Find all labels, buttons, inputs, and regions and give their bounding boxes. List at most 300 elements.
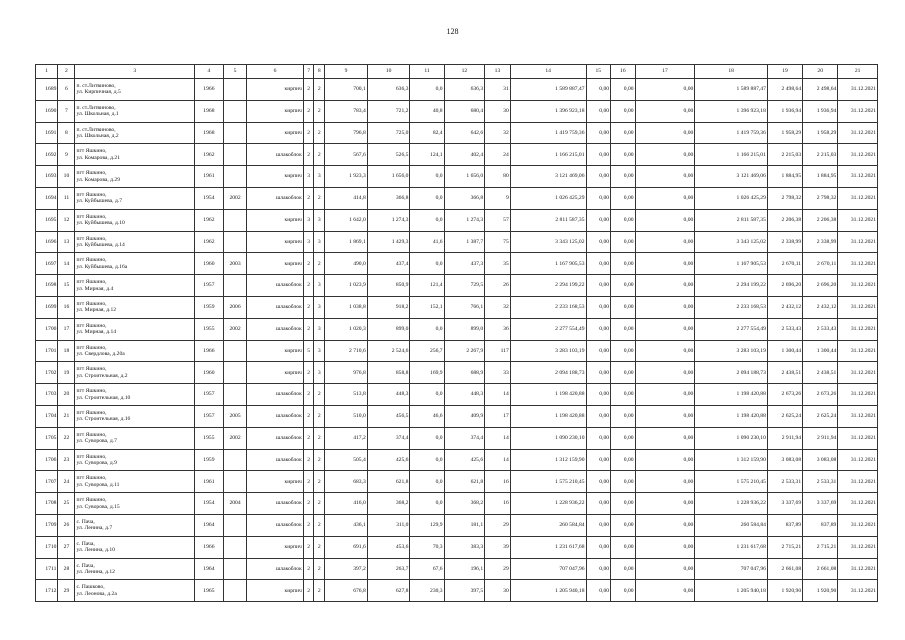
address-line: пгт Яшкино,	[76, 170, 107, 177]
cell-col-18: 260 584,84	[695, 514, 768, 536]
cell-col-13: 30	[485, 580, 511, 602]
table-row	[36, 296, 878, 318]
cell-col-20: 2 533,43	[803, 318, 838, 340]
cell-col-14: 1 166 215,01	[510, 144, 586, 166]
cell-address	[75, 144, 195, 166]
cell-col-15: 0,00	[586, 253, 611, 275]
cell-col-5	[223, 166, 246, 188]
cell-col-10: 621,8	[367, 471, 410, 493]
cell-col-5	[223, 536, 246, 558]
cell-col-9: 505,4	[325, 449, 368, 471]
cell-col-20: 1 884,95	[803, 166, 838, 188]
cell-col-20: 2 432,12	[803, 296, 838, 318]
cell-col-2: 9	[58, 144, 75, 166]
address-line: ул. Строительная, д.10	[76, 394, 131, 401]
cell-col-10: 899,0	[367, 318, 410, 340]
address-line: ул. Кирпичная, д.5	[76, 89, 121, 96]
table-row	[36, 166, 878, 188]
cell-col-7: 2	[303, 449, 314, 471]
cell-col-5	[223, 275, 246, 297]
cell-col-2: 12	[58, 209, 75, 231]
cell-address	[75, 275, 195, 297]
cell-col-4: 1965	[194, 580, 223, 602]
cell-col-19: 1 884,95	[767, 166, 802, 188]
table-row	[36, 253, 878, 275]
cell-col-16: 0,00	[611, 405, 636, 427]
cell-col-2: 13	[58, 231, 75, 253]
cell-col-6: шлакоблок	[247, 514, 304, 536]
cell-col-2: 26	[58, 514, 75, 536]
column-header: 16	[611, 65, 636, 79]
cell-col-16: 0,00	[611, 514, 636, 536]
cell-address	[75, 514, 195, 536]
cell-col-8: 2	[314, 449, 325, 471]
cell-col-8: 3	[314, 209, 325, 231]
cell-col-16: 0,00	[611, 166, 636, 188]
cell-address	[75, 471, 195, 493]
cell-col-13: 57	[485, 209, 511, 231]
table-row	[36, 580, 878, 602]
address-line: ул. Куйбышева, д.10	[76, 220, 125, 227]
address-line: п. ст.Литвиново,	[76, 82, 116, 89]
cell-col-8: 2	[314, 536, 325, 558]
cell-col-13: 14	[485, 384, 511, 406]
cell-col-6: кирпич	[247, 79, 304, 101]
cell-col-12: 1 387,7	[444, 231, 485, 253]
cell-col-1: 1712	[36, 580, 58, 602]
cell-col-13: 16	[485, 493, 511, 515]
cell-col-20: 2 625,24	[803, 405, 838, 427]
address-line: пгт Яшкино,	[76, 279, 107, 286]
cell-col-2: 28	[58, 558, 75, 580]
address-line: пгт Яшкино,	[76, 257, 107, 264]
cell-col-7: 3	[303, 209, 314, 231]
cell-col-20: 1 300,44	[803, 340, 838, 362]
cell-col-6: кирпич	[247, 166, 304, 188]
cell-col-10: 1 429,3	[367, 231, 410, 253]
cell-col-18: 1 205 940,18	[695, 580, 768, 602]
table-row	[36, 449, 878, 471]
cell-col-1: 1690	[36, 100, 58, 122]
cell-col-11: 67,6	[410, 558, 444, 580]
cell-col-9: 976,8	[325, 362, 368, 384]
cell-col-14: 1 205 940,18	[510, 580, 586, 602]
cell-col-20: 2 206,38	[803, 209, 838, 231]
address-line: ул. Ленина, д.10	[76, 547, 115, 554]
cell-col-16: 0,00	[611, 362, 636, 384]
cell-col-15: 0,00	[586, 580, 611, 602]
cell-col-6: шлакоблок	[247, 493, 304, 515]
cell-col-21: 31.12.2021	[838, 231, 878, 253]
cell-col-15: 0,00	[586, 471, 611, 493]
cell-col-12: 642,6	[444, 122, 485, 144]
cell-col-12: 1 274,3	[444, 209, 485, 231]
cell-col-11: 0,0	[410, 493, 444, 515]
cell-col-20: 3 337,69	[803, 493, 838, 515]
cell-col-13: 17	[485, 405, 511, 427]
cell-col-8: 2	[314, 405, 325, 427]
cell-col-16: 0,00	[611, 253, 636, 275]
cell-col-5	[223, 384, 246, 406]
cell-col-8: 2	[314, 100, 325, 122]
cell-col-7: 2	[303, 493, 314, 515]
cell-col-7: 2	[303, 405, 314, 427]
cell-col-11: 0,0	[410, 471, 444, 493]
cell-col-19: 3 337,69	[767, 493, 802, 515]
cell-col-20: 2 670,11	[803, 253, 838, 275]
cell-col-2: 19	[58, 362, 75, 384]
cell-col-9: 436,1	[325, 514, 368, 536]
cell-col-7: 2	[303, 253, 314, 275]
cell-col-13: 39	[485, 536, 511, 558]
cell-col-6: шлакоблок	[247, 275, 304, 297]
cell-col-10: 2 524,6	[367, 340, 410, 362]
table-row	[36, 405, 878, 427]
cell-col-16: 0,00	[611, 318, 636, 340]
cell-col-20: 2 215,03	[803, 144, 838, 166]
cell-col-10: 456,5	[367, 405, 410, 427]
cell-col-21: 31.12.2021	[838, 296, 878, 318]
address-line: ул. Школьная, д.1	[76, 111, 119, 118]
address-line: ул. Куйбышева, д.16а	[76, 263, 128, 270]
cell-col-9: 796,8	[325, 122, 368, 144]
cell-col-4: 1954	[194, 187, 223, 209]
cell-col-13: 117	[485, 340, 511, 362]
cell-col-15: 0,00	[586, 209, 611, 231]
cell-col-1: 1699	[36, 296, 58, 318]
cell-col-12: 680,4	[444, 100, 485, 122]
table-row	[36, 427, 878, 449]
cell-col-11: 152,1	[410, 296, 444, 318]
cell-col-7: 3	[303, 231, 314, 253]
cell-col-10: 858,8	[367, 362, 410, 384]
page-number: 128	[446, 27, 459, 36]
cell-col-9: 700,1	[325, 79, 368, 101]
cell-address	[75, 580, 195, 602]
cell-col-2: 23	[58, 449, 75, 471]
cell-col-11: 40,8	[410, 100, 444, 122]
column-header: 19	[767, 65, 802, 79]
cell-address	[75, 166, 195, 188]
cell-col-21: 31.12.2021	[838, 79, 878, 101]
cell-col-5: 2005	[223, 405, 246, 427]
cell-col-4: 1962	[194, 209, 223, 231]
cell-col-5: 2004	[223, 493, 246, 515]
cell-col-11: 0,0	[410, 449, 444, 471]
cell-col-2: 11	[58, 187, 75, 209]
table-row	[36, 514, 878, 536]
cell-col-12: 181,1	[444, 514, 485, 536]
address-line: п. ст.Литвиново,	[76, 104, 116, 111]
column-number-row	[36, 65, 878, 79]
cell-col-8: 2	[314, 514, 325, 536]
address-line: ул. Суворова, д.11	[76, 481, 120, 488]
cell-col-6: шлакоблок	[247, 384, 304, 406]
cell-col-21: 31.12.2021	[838, 514, 878, 536]
cell-col-10: 366,8	[367, 187, 410, 209]
cell-col-16: 0,00	[611, 558, 636, 580]
cell-col-21: 31.12.2021	[838, 384, 878, 406]
cell-col-11: 82,4	[410, 122, 444, 144]
cell-col-9: 2 710,6	[325, 340, 368, 362]
cell-col-8: 3	[314, 362, 325, 384]
cell-col-17: 0,00	[635, 209, 695, 231]
cell-col-10: 636,3	[367, 79, 410, 101]
cell-address	[75, 209, 195, 231]
cell-col-20: 2 338,99	[803, 231, 838, 253]
cell-col-19: 2 696,20	[767, 275, 802, 297]
cell-col-8: 2	[314, 187, 325, 209]
cell-col-6: кирпич	[247, 536, 304, 558]
cell-col-10: 1 274,3	[367, 209, 410, 231]
cell-col-11: 230,3	[410, 580, 444, 602]
cell-col-20: 2 438,51	[803, 362, 838, 384]
cell-col-21: 31.12.2021	[838, 536, 878, 558]
cell-col-19: 2 715,21	[767, 536, 802, 558]
cell-col-18: 2 233 168,53	[695, 296, 768, 318]
address-line: ул. Строительная, д.2	[76, 372, 128, 379]
cell-col-13: 80	[485, 166, 511, 188]
cell-col-11: 41,6	[410, 231, 444, 253]
cell-col-11: 0,0	[410, 253, 444, 275]
column-header: 2	[58, 65, 75, 79]
cell-col-21: 31.12.2021	[838, 362, 878, 384]
cell-col-20: 2 911,94	[803, 427, 838, 449]
cell-col-7: 2	[303, 122, 314, 144]
cell-col-18: 2 811 587,35	[695, 209, 768, 231]
cell-col-14: 1 396 923,18	[510, 100, 586, 122]
cell-col-8: 2	[314, 580, 325, 602]
cell-col-1: 1702	[36, 362, 58, 384]
cell-col-5: 2002	[223, 427, 246, 449]
cell-col-1: 1701	[36, 340, 58, 362]
cell-col-5: 2002	[223, 318, 246, 340]
cell-col-14: 1 231 617,68	[510, 536, 586, 558]
cell-col-4: 1957	[194, 275, 223, 297]
cell-col-15: 0,00	[586, 318, 611, 340]
cell-col-8: 3	[314, 231, 325, 253]
cell-col-21: 31.12.2021	[838, 166, 878, 188]
cell-col-17: 0,00	[635, 449, 695, 471]
cell-col-19: 2 798,32	[767, 187, 802, 209]
cell-col-14: 2 294 199,22	[510, 275, 586, 297]
cell-col-12: 196,1	[444, 558, 485, 580]
cell-col-9: 1 869,1	[325, 231, 368, 253]
cell-col-20: 2 661,08	[803, 558, 838, 580]
cell-col-20: 3 083,08	[803, 449, 838, 471]
cell-col-19: 2 206,38	[767, 209, 802, 231]
column-header: 1	[36, 65, 58, 79]
cell-col-15: 0,00	[586, 405, 611, 427]
cell-col-8: 2	[314, 122, 325, 144]
cell-col-20: 1 920,90	[803, 580, 838, 602]
cell-col-12: 374,4	[444, 427, 485, 449]
cell-col-20: 1 958,29	[803, 122, 838, 144]
cell-col-1: 1705	[36, 427, 58, 449]
cell-col-7: 2	[303, 144, 314, 166]
cell-col-6: кирпич	[247, 580, 304, 602]
cell-col-9: 1 038,8	[325, 296, 368, 318]
cell-address	[75, 122, 195, 144]
cell-col-7: 2	[303, 514, 314, 536]
cell-col-17: 0,00	[635, 79, 695, 101]
cell-col-8: 2	[314, 558, 325, 580]
cell-col-10: 368,2	[367, 493, 410, 515]
cell-col-14: 2 094 188,73	[510, 362, 586, 384]
cell-address	[75, 318, 195, 340]
cell-col-8: 2	[314, 253, 325, 275]
cell-col-20: 2 673,26	[803, 384, 838, 406]
cell-col-1: 1710	[36, 536, 58, 558]
column-header: 21	[838, 65, 878, 79]
cell-col-15: 0,00	[586, 79, 611, 101]
cell-col-6: кирпич	[247, 100, 304, 122]
cell-col-7: 2	[303, 580, 314, 602]
cell-col-13: 26	[485, 275, 511, 297]
cell-col-19: 1 958,29	[767, 122, 802, 144]
cell-col-15: 0,00	[586, 536, 611, 558]
cell-col-16: 0,00	[611, 144, 636, 166]
cell-col-15: 0,00	[586, 166, 611, 188]
cell-col-2: 14	[58, 253, 75, 275]
cell-col-8: 2	[314, 427, 325, 449]
cell-col-5	[223, 471, 246, 493]
cell-col-15: 0,00	[586, 144, 611, 166]
cell-col-11: 0,0	[410, 384, 444, 406]
cell-col-19: 1 300,44	[767, 340, 802, 362]
cell-col-5	[223, 558, 246, 580]
cell-col-6: шлакоблок	[247, 187, 304, 209]
cell-col-10: 425,6	[367, 449, 410, 471]
table-row	[36, 209, 878, 231]
cell-address	[75, 296, 195, 318]
column-header: 10	[367, 65, 410, 79]
cell-address	[75, 558, 195, 580]
cell-col-18: 1 312 159,90	[695, 449, 768, 471]
cell-col-12: 448,3	[444, 384, 485, 406]
cell-col-13: 32	[485, 122, 511, 144]
cell-col-12: 1 656,0	[444, 166, 485, 188]
cell-col-21: 31.12.2021	[838, 471, 878, 493]
cell-col-9: 1 923,3	[325, 166, 368, 188]
cell-col-19: 837,89	[767, 514, 802, 536]
cell-col-4: 1955	[194, 318, 223, 340]
cell-col-11: 0,0	[410, 166, 444, 188]
cell-col-18: 1 090 230,10	[695, 427, 768, 449]
cell-col-9: 1 642,0	[325, 209, 368, 231]
cell-col-19: 2 625,24	[767, 405, 802, 427]
cell-col-14: 1 419 759,36	[510, 122, 586, 144]
cell-col-4: 1955	[194, 427, 223, 449]
cell-col-21: 31.12.2021	[838, 449, 878, 471]
cell-col-1: 1692	[36, 144, 58, 166]
cell-col-8: 3	[314, 318, 325, 340]
cell-address	[75, 449, 195, 471]
cell-col-14: 3 283 103,19	[510, 340, 586, 362]
cell-col-13: 32	[485, 296, 511, 318]
cell-col-15: 0,00	[586, 514, 611, 536]
column-header: 8	[314, 65, 325, 79]
cell-col-1: 1698	[36, 275, 58, 297]
address-line: ул. Ленина, д.7	[76, 525, 113, 532]
cell-col-17: 0,00	[635, 166, 695, 188]
column-header: 7	[303, 65, 314, 79]
cell-col-6: шлакоблок	[247, 449, 304, 471]
cell-col-18: 1 167 905,53	[695, 253, 768, 275]
cell-col-21: 31.12.2021	[838, 144, 878, 166]
address-line: ул. Свердлова, д.20а	[76, 350, 125, 357]
cell-address	[75, 384, 195, 406]
cell-col-1: 1696	[36, 231, 58, 253]
cell-col-21: 31.12.2021	[838, 253, 878, 275]
cell-col-1: 1691	[36, 122, 58, 144]
cell-col-4: 1964	[194, 514, 223, 536]
cell-col-5	[223, 231, 246, 253]
cell-col-5	[223, 122, 246, 144]
cell-col-21: 31.12.2021	[838, 122, 878, 144]
cell-col-17: 0,00	[635, 580, 695, 602]
cell-col-10: 725,0	[367, 122, 410, 144]
cell-col-6: кирпич	[247, 231, 304, 253]
cell-col-11: 46,6	[410, 405, 444, 427]
cell-col-7: 2	[303, 100, 314, 122]
cell-col-6: кирпич	[247, 340, 304, 362]
cell-col-15: 0,00	[586, 558, 611, 580]
cell-col-6: шлакоблок	[247, 405, 304, 427]
cell-col-7: 2	[303, 79, 314, 101]
cell-col-18: 3 283 103,19	[695, 340, 768, 362]
cell-col-17: 0,00	[635, 471, 695, 493]
cell-col-2: 22	[58, 427, 75, 449]
cell-col-18: 1 589 887,47	[695, 79, 768, 101]
cell-col-14: 1 312 159,90	[510, 449, 586, 471]
column-header: 9	[325, 65, 368, 79]
cell-col-15: 0,00	[586, 493, 611, 515]
cell-col-14: 1 198 420,88	[510, 384, 586, 406]
cell-col-15: 0,00	[586, 449, 611, 471]
cell-col-10: 311,0	[367, 514, 410, 536]
address-line: пгт Яшкино,	[76, 475, 107, 482]
address-line: пгт Яшкино,	[76, 213, 107, 220]
cell-col-11: 0,0	[410, 209, 444, 231]
address-line: ул. Ленина, д.12	[76, 568, 115, 575]
column-header: 14	[510, 65, 586, 79]
column-header: 20	[803, 65, 838, 79]
cell-col-10: 918,2	[367, 296, 410, 318]
cell-col-5	[223, 514, 246, 536]
cell-col-21: 31.12.2021	[838, 209, 878, 231]
cell-col-14: 3 121 469,06	[510, 166, 586, 188]
cell-col-16: 0,00	[611, 471, 636, 493]
address-line: ул. Комарова, д.29	[76, 176, 121, 183]
cell-col-19: 2 673,26	[767, 384, 802, 406]
cell-col-12: 402,4	[444, 144, 485, 166]
cell-col-4: 1959	[194, 449, 223, 471]
cell-col-2: 10	[58, 166, 75, 188]
cell-col-4: 1961	[194, 471, 223, 493]
cell-col-18: 2 094 188,73	[695, 362, 768, 384]
address-line: ул. Суворова, д.9	[76, 459, 117, 466]
table-row	[36, 275, 878, 297]
cell-col-13: 33	[485, 362, 511, 384]
cell-col-13: 9	[485, 187, 511, 209]
column-header: 18	[695, 65, 768, 79]
cell-col-17: 0,00	[635, 231, 695, 253]
cell-col-9: 510,0	[325, 405, 368, 427]
cell-col-19: 2 533,31	[767, 471, 802, 493]
cell-col-17: 0,00	[635, 405, 695, 427]
cell-col-7: 2	[303, 296, 314, 318]
